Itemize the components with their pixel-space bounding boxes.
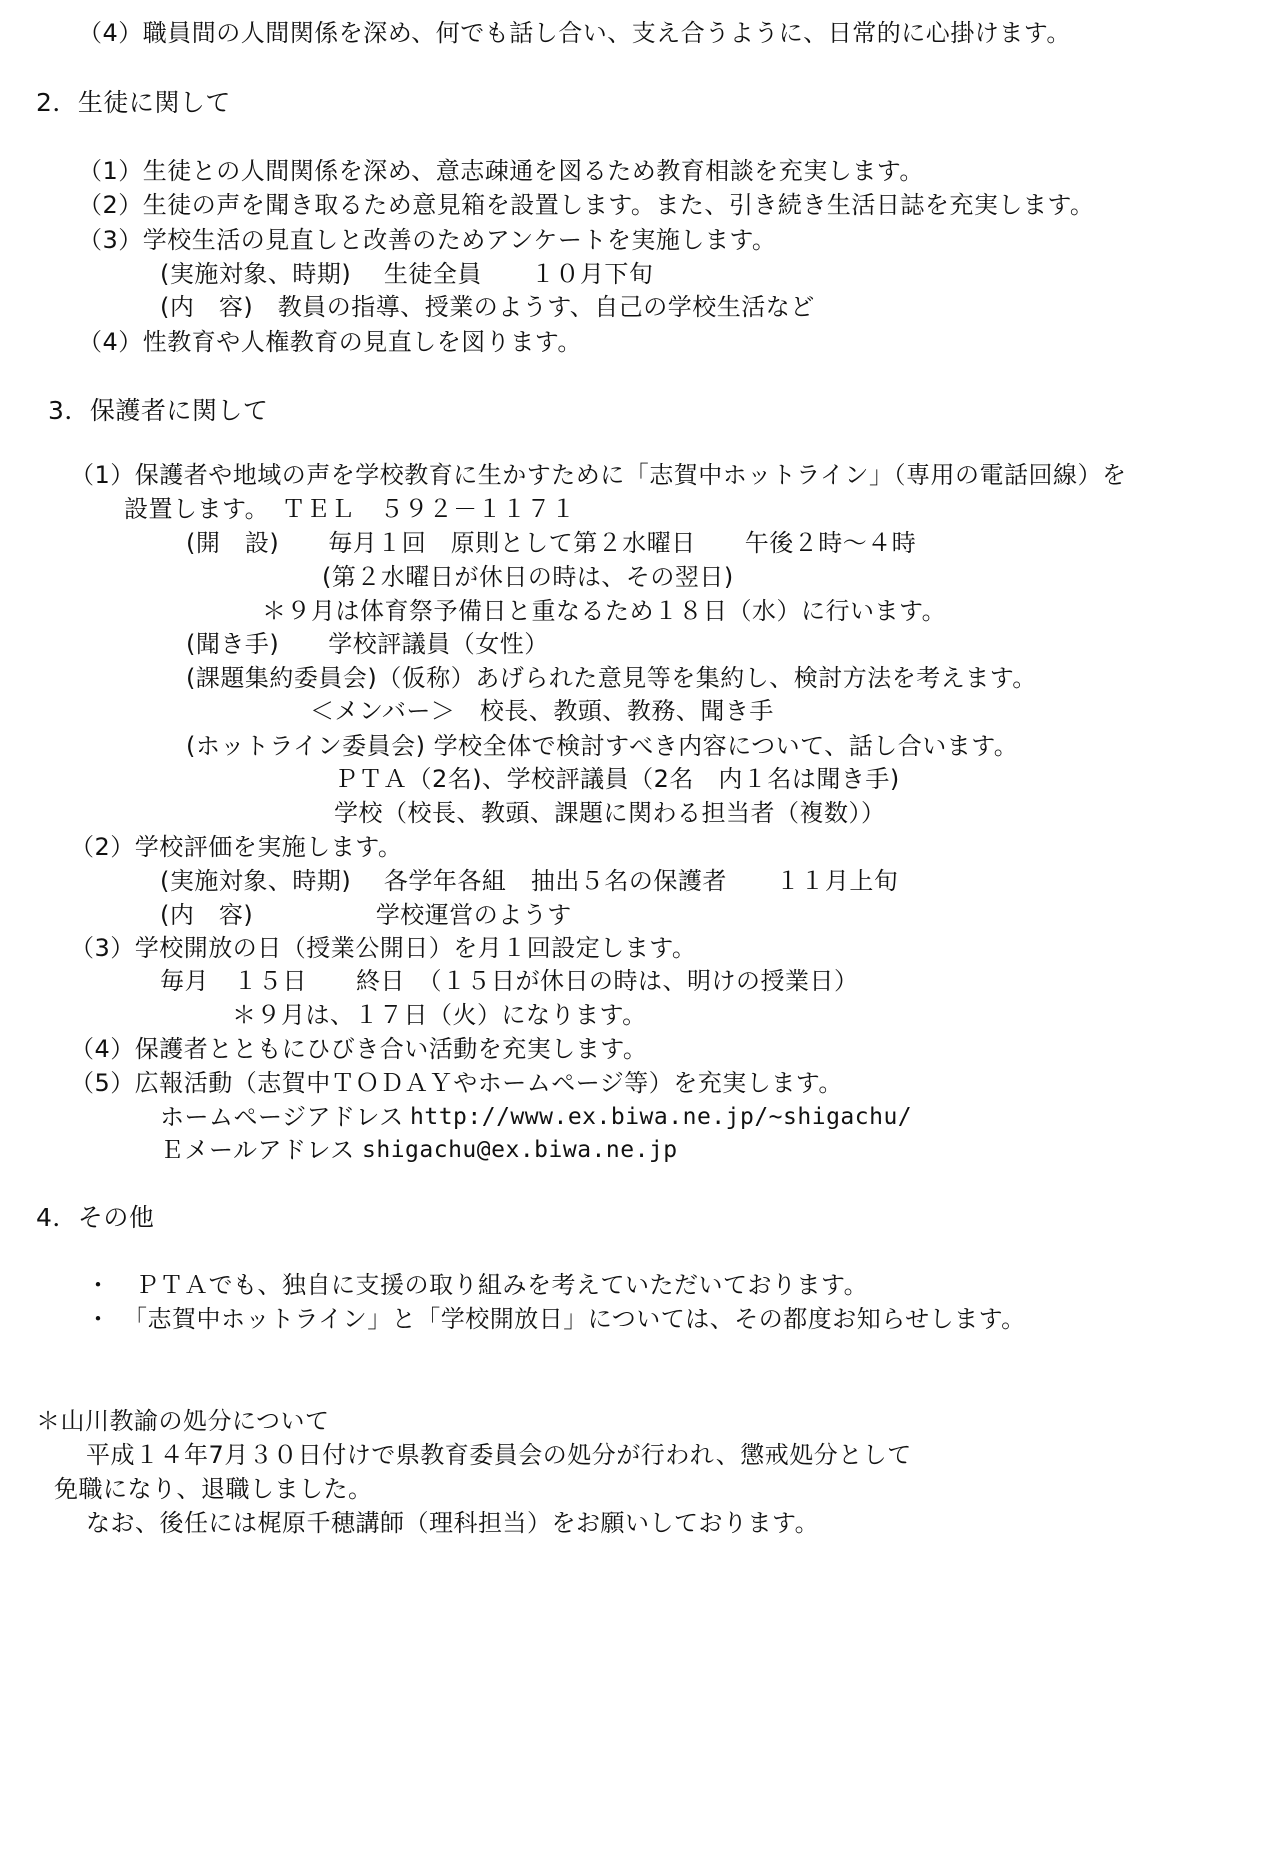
- homepage-label: ホームページアドレス: [160, 1103, 404, 1131]
- s3-item-2: （2）学校評価を実施します。: [70, 833, 403, 861]
- s4-bullet-1: ・ ＰＴＡでも、独自に支援の取り組みを考えていただいております。: [86, 1271, 869, 1299]
- s2-item-1: （1）生徒との人間関係を深め、意志疎通を図るため教育相談を充実します。: [78, 157, 924, 185]
- section-4-heading: 4．その他: [36, 1203, 155, 1232]
- s3-listener: (聞き手) 学校評議員（女性）: [186, 630, 549, 658]
- s3-members: ＜メンバー＞ 校長、教頭、教務、聞き手: [310, 697, 774, 725]
- s2-item-3-target: (実施対象、時期) 生徒全員 １０月下旬: [160, 260, 654, 288]
- notice-heading: ＊山川教諭の処分について: [36, 1407, 330, 1435]
- s3-item-3-sept: ＊９月は、１７日（火）になります。: [232, 1001, 647, 1029]
- email-address: shigachu@ex.biwa.ne.jp: [362, 1137, 678, 1163]
- section-2-heading: 2．生徒に関して: [36, 88, 231, 117]
- s3-item-3-schedule: 毎月 １５日 終日 （１５日が休日の時は、明けの授業日）: [160, 967, 859, 995]
- s2-item-3-content: (内 容) 教員の指導、授業のようす、自己の学校生活など: [160, 293, 815, 321]
- s3-committee: (課題集約委員会)（仮称）あげられた意見等を集約し、検討方法を考えます。: [186, 664, 1037, 692]
- s3-item-5: （5）広報活動（志賀中ＴＯＤＡＹやホームページ等）を充実します。: [70, 1069, 843, 1097]
- s2-item-4: （4）性教育や人権教育の見直しを図ります。: [78, 328, 582, 356]
- s3-item-1-line-2: 設置します。 ＴＥＬ ５９２－１１７１: [124, 495, 576, 523]
- notice-line-3: なお、後任には梶原千穂講師（理科担当）をお願いしております。: [86, 1509, 820, 1537]
- s2-item-3: （3）学校生活の見直しと改善のためアンケートを実施します。: [78, 226, 777, 254]
- s3-open-note: (第２水曜日が休日の時は、その翌日): [322, 563, 734, 591]
- s3-item-2-content: (内 容) 学校運営のようす: [160, 901, 572, 929]
- s3-item-1-line-1: （1）保護者や地域の声を学校教育に生かすために「志賀中ホットライン」（専用の電話回線）を: [70, 461, 1127, 489]
- s3-open-schedule: (開 設) 毎月１回 原則として第２水曜日 午後２時～４時: [186, 529, 917, 557]
- notice-line-1: 平成１４年7月３０日付けで県教育委員会の処分が行われ、懲戒処分として: [86, 1441, 912, 1469]
- s2-item-2: （2）生徒の声を聞き取るため意見箱を設置します。また、引き続き生活日誌を充実します。: [78, 191, 1095, 219]
- s3-pta-members: ＰＴＡ（2名)、学校評議員（2名 内１名は聞き手): [334, 765, 900, 793]
- s1-item-4: （4）職員間の人間関係を深め、何でも話し合い、支え合うように、日常的に心掛けます。: [78, 19, 1071, 47]
- s4-bullet-2: ・ 「志賀中ホットライン」と「学校開放日」については、その都度お知らせします。: [86, 1305, 1026, 1333]
- s3-sept-note: ＊９月は体育祭予備日と重なるため１８日（水）に行います。: [262, 597, 947, 625]
- s3-hotline-committee: (ホットライン委員会) 学校全体で検討すべき内容について、話し合います。: [186, 732, 1019, 760]
- homepage-url: http://www.ex.biwa.ne.jp/~shigachu/: [410, 1104, 913, 1130]
- email-label: Ｅメールアドレス: [160, 1136, 355, 1164]
- notice-line-2: 免職になり、退職しました。: [54, 1475, 373, 1503]
- s3-item-2-target: (実施対象、時期) 各学年各組 抽出５名の保護者 １１月上旬: [160, 867, 899, 895]
- s3-item-4: （4）保護者とともにひびき合い活動を充実します。: [70, 1035, 648, 1063]
- section-3-heading: 3．保護者に関して: [48, 396, 269, 425]
- s3-school-members: 学校（校長、教頭、課題に関わる担当者（複数））: [334, 799, 886, 827]
- s3-item-3: （3）学校開放の日（授業公開日）を月１回設定します。: [70, 934, 697, 962]
